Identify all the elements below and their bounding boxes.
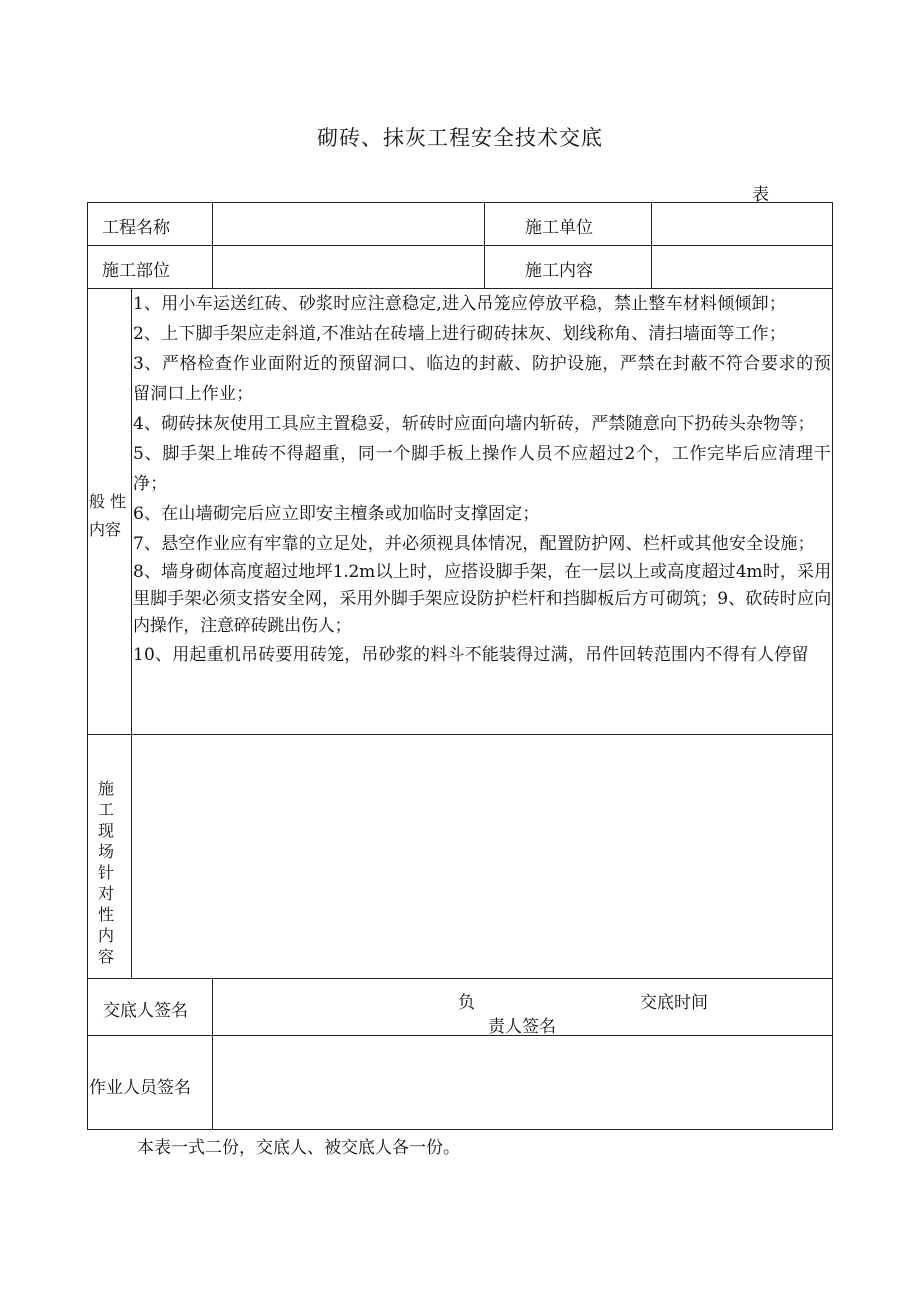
general-section-label-line2: 内容: [89, 520, 122, 539]
column-divider: [131, 288, 132, 979]
responsible-label-line1: 负: [458, 993, 475, 1013]
general-section-label-line1: 般 性: [89, 492, 127, 511]
site-label-char: 现: [97, 821, 114, 840]
list-item: 2、上下脚手架应走斜道,不准站在砖墙上进行砌砖抹灰、划线称角、清扫墙面等工作；: [133, 324, 787, 344]
handover-time-label: 交底时间: [640, 993, 708, 1013]
worker-signature-field[interactable]: [220, 1045, 824, 1121]
project-name-label: 工程名称: [102, 218, 170, 238]
construction-content-label: 施工内容: [525, 261, 593, 281]
site-label-char: 针: [97, 863, 114, 882]
row-divider: [87, 245, 833, 246]
list-item: 8、墙身砌体高度超过地坪1.2m以上时，应搭设脚手架，在一层以上或高度超过4m时，采用里脚手架必须支搭安全网，采用外脚手架应设防护栏杆和挡脚板后方可砌筑；9、砍砖时应向内操作，注意碎砖跳出伤人；: [133, 562, 831, 636]
site-label-char: 施: [97, 779, 114, 798]
column-divider: [212, 978, 213, 1130]
list-item: 1、用小车运送红砖、砂浆时应注意稳定,进入吊笼应停放平稳，禁止整车材料倾倾卸；: [133, 294, 787, 314]
site-label-char: 内: [97, 926, 114, 945]
list-item: 6、在山墙砌完后应立即安主檀条或加临时支撑固定；: [133, 504, 540, 524]
list-item: 7、悬空作业应有牢靠的立足处，并必须视具体情况，配置防护网、栏杆或其他安全设施；: [133, 534, 815, 554]
construction-unit-field[interactable]: [658, 213, 826, 237]
worker-signature-label: 作业人员签名: [89, 1078, 191, 1098]
list-item: 10、用起重机吊砖要用砖笼，吊砂浆的料斗不能装得过满，吊件回转范围内不得有人停留: [133, 645, 809, 665]
row-divider: [87, 1035, 833, 1036]
list-item: 3、严格检查作业面附近的预留洞口、临边的封蔽、防护设施，严禁在封蔽不符合要求的预留洞口上作业；: [133, 354, 831, 404]
list-item: 4、砌砖抹灰使用工具应主置稳妥，斩砖时应面向墙内斩砖，严禁随意向下扔砖头杂物等；: [133, 414, 815, 434]
footnote: 本表一式二份，交底人、被交底人各一份。: [137, 1138, 460, 1158]
construction-unit-label: 施工单位: [525, 218, 593, 238]
general-content: [133, 289, 831, 732]
site-label-char: 性: [97, 905, 114, 924]
table-label: 表: [752, 185, 769, 205]
column-divider: [212, 202, 213, 289]
site-label-char: 工: [97, 800, 114, 819]
site-label-char: 场: [97, 842, 114, 861]
construction-part-label: 施工部位: [102, 261, 170, 281]
column-divider: [484, 202, 485, 289]
construction-content-field[interactable]: [658, 256, 826, 280]
page-title: 砌砖、抹灰工程安全技术交底: [317, 126, 603, 150]
project-name-field[interactable]: [220, 213, 476, 237]
responsible-label-line2: 责人签名: [488, 1017, 556, 1037]
site-label-char: 容: [97, 947, 114, 966]
column-divider: [651, 202, 652, 289]
list-item: 5、脚手架上堆砖不得超重，同一个脚手板上操作人员不应超过2个，工作完毕后应清理干净；: [133, 444, 831, 494]
handover-signature-label: 交底人签名: [103, 1001, 188, 1021]
row-divider: [87, 978, 833, 979]
site-content-field[interactable]: [140, 745, 824, 967]
site-label-char: 对: [97, 884, 114, 903]
site-section-label: [94, 778, 118, 967]
construction-part-field[interactable]: [220, 256, 476, 280]
row-divider: [87, 734, 833, 735]
